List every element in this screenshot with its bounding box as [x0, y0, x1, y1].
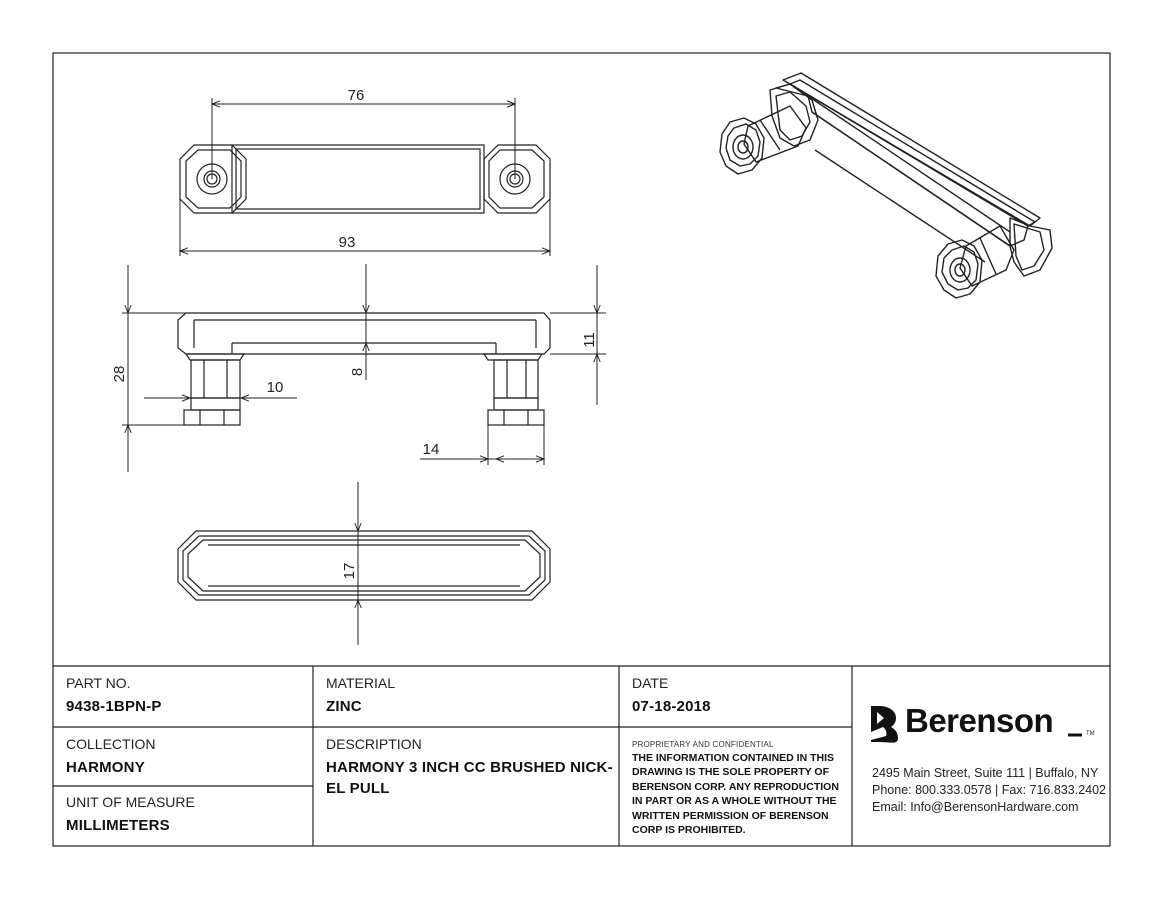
dim-bar-width-label: 17 [341, 562, 358, 580]
confidentiality-notice [632, 751, 839, 837]
bottom-view [178, 531, 550, 600]
description-line-2: EL PULL [326, 780, 390, 797]
dim-hole-spacing [212, 98, 515, 179]
description-label: DESCRIPTION [326, 736, 422, 752]
company-email: Email: Info@BerensonHardware.com [872, 800, 1079, 814]
unit-label: UNIT OF MEASURE [66, 794, 195, 810]
proprietary-heading: PROPRIETARY AND CONFIDENTIAL [632, 740, 774, 749]
berenson-b-logo-icon [871, 706, 898, 743]
date-label: DATE [632, 675, 669, 691]
description-line-1: HARMONY 3 INCH CC BRUSHED NICK- [326, 759, 613, 776]
dim-overall-height-label: 28 [111, 365, 128, 383]
collection-value: HARMONY [66, 759, 145, 776]
dim-bar-thickness-label: 11 [581, 332, 598, 348]
dim-hole-spacing-label: 76 [347, 87, 365, 104]
notice-line: IN PART OR AS A WHOLE WITHOUT THE [632, 795, 837, 808]
trademark-mark: TM [1086, 731, 1095, 737]
company-address: 2495 Main Street, Suite 111 | Buffalo, NY [872, 766, 1099, 780]
notice-line: CORP IS PROHIBITED. [632, 824, 746, 837]
company-logo-text: Berenson [905, 702, 1054, 739]
material-label: MATERIAL [326, 675, 395, 691]
collection-label: COLLECTION [66, 736, 156, 752]
part-no-value: 9438-1BPN-P [66, 698, 162, 715]
material-value: ZINC [326, 698, 362, 715]
company-phone: Phone: 800.333.0578 | Fax: 716.833.2402 [872, 783, 1106, 797]
notice-line: THE INFORMATION CONTAINED IN THIS [632, 752, 835, 764]
dim-base-width-label: 14 [422, 441, 440, 458]
notice-line: BERENSON CORP. ANY REPRODUCTION [632, 780, 839, 793]
dim-post-diameter-label: 10 [266, 379, 284, 396]
top-view [180, 145, 550, 213]
part-no-label: PART NO. [66, 675, 131, 691]
date-value: 07-18-2018 [632, 698, 711, 715]
title-block-grid [53, 666, 1110, 846]
notice-line: DRAWING IS THE SOLE PROPERTY OF [632, 766, 829, 779]
dim-overall-height [122, 265, 186, 472]
dim-overall-length-label: 93 [338, 234, 356, 251]
isometric-view [720, 73, 1052, 298]
unit-value: MILLIMETERS [66, 817, 170, 834]
dim-bar-gap-label: 8 [349, 367, 366, 377]
notice-line: WRITTEN PERMISSION OF BERENSON [632, 809, 829, 822]
